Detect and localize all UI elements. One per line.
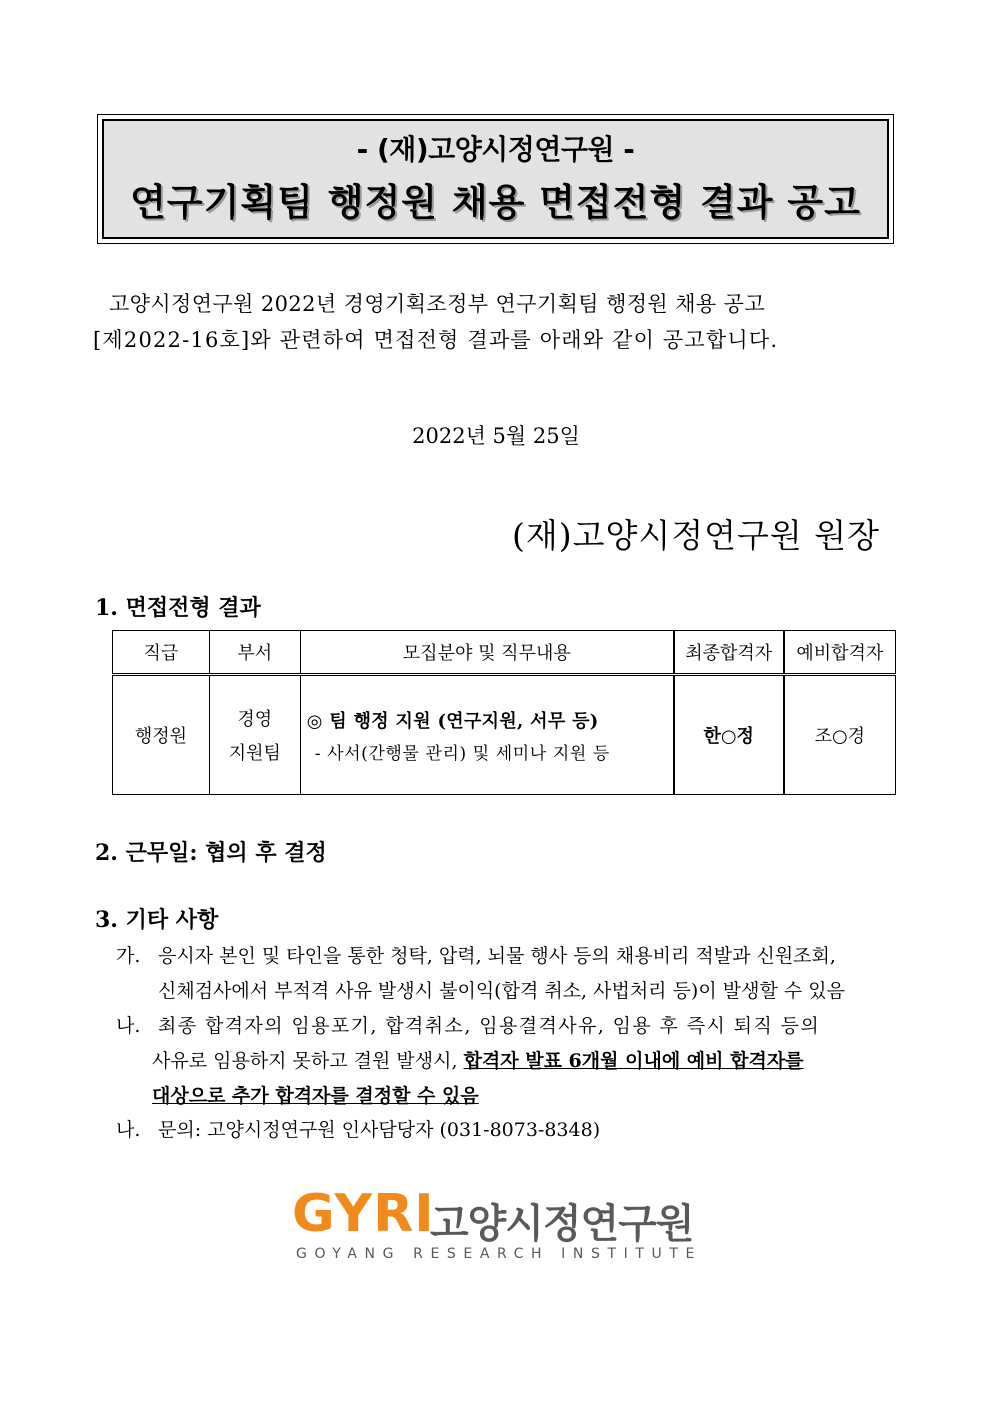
item-line-2 [116, 1044, 906, 1079]
item-line-1: 응시자 본인 및 타인을 통한 청탁, 압력, 뇌물 행사 등의 채용비리 적발과 신원조회, [158, 945, 836, 967]
title-inner [102, 119, 889, 239]
intro-line-2: [제2022-16호]와 관련하여 면접전형 결과를 아래와 같이 공고합니다. [93, 328, 779, 352]
header-task: 모집분야 및 직무내용 [300, 631, 674, 675]
cell-final: 한○정 [674, 675, 784, 795]
cell-task [300, 675, 674, 795]
title-subtitle: - (재)고양시정연구원 - [356, 133, 635, 166]
section-3-heading: 3. 기타 사항 [95, 907, 219, 933]
header-reserve: 예비합격자 [784, 631, 896, 675]
section-1-heading: 1. 면접전형 결과 [95, 595, 261, 621]
task-main: ◎ 팀 행정 지원 (연구지원, 서무 등) [306, 710, 599, 732]
task-sub: - 사서(간행물 관리) 및 세미나 지원 등 [314, 743, 610, 764]
section-2-label: 2. 근무일: [95, 840, 206, 866]
cell-dept-line-1: 경영 [237, 709, 273, 730]
page-title: 연구기획팀 행정원 채용 면접전형 결과 공고 [130, 181, 861, 224]
signature: (재)고양시정연구원 원장 [511, 516, 880, 555]
item-mark: 가. [116, 945, 141, 967]
item-mark: 나. [116, 1119, 141, 1141]
results-table [112, 630, 896, 795]
section-2-value: 협의 후 결정 [205, 840, 327, 866]
item-line-2: 신체검사에서 부적격 사유 발생시 불이익(합격 취소, 사법처리 등)이 발생할 수 있음 [158, 980, 845, 1002]
list-item [116, 1113, 906, 1148]
list-item [116, 1009, 906, 1114]
notice-date: 2022년 5월 25일 [412, 424, 580, 448]
table-header-row [113, 631, 896, 675]
item-line-2-emph: 합격자 발표 6개월 이내에 예비 합격자를 [463, 1050, 804, 1072]
title-box [97, 114, 894, 244]
item-line-3: 대상으로 추가 합격자를 결정할 수 있음 [152, 1085, 479, 1107]
header-final: 최종합격자 [674, 631, 784, 675]
section-2-heading [95, 836, 327, 867]
item-line-1: 문의: 고양시정연구원 인사담당자 (031-8073-8348) [158, 1119, 601, 1141]
item-line-1: 최종 합격자의 임용포기, 합격취소, 임용결격사유, 임용 후 즉시 퇴직 등의 [158, 1015, 821, 1037]
cell-dept [209, 675, 300, 795]
intro-line-1: 고양시정연구원 2022년 경영기획조정부 연구기획팀 행정원 채용 공고 [109, 292, 766, 316]
table-row [113, 675, 896, 795]
list-item [116, 939, 906, 1009]
item-line-2-plain: 사유로 임용하지 못하고 결원 발생시, [152, 1050, 464, 1072]
logo-name-en: GOYANG RESEARCH INSTITUTE [296, 1246, 702, 1262]
cell-grade: 행정원 [113, 675, 210, 795]
gyri-logo [292, 1186, 712, 1266]
header-dept: 부서 [209, 631, 300, 675]
item-mark: 나. [116, 1015, 141, 1037]
intro-paragraph [93, 286, 898, 358]
logo-brand: GYRI [292, 1184, 435, 1244]
cell-reserve: 조○경 [784, 675, 896, 795]
cell-dept-line-2: 지원팀 [228, 743, 281, 764]
header-grade: 직급 [113, 631, 210, 675]
logo-name-kr: 고양시정연구원 [430, 1201, 694, 1247]
